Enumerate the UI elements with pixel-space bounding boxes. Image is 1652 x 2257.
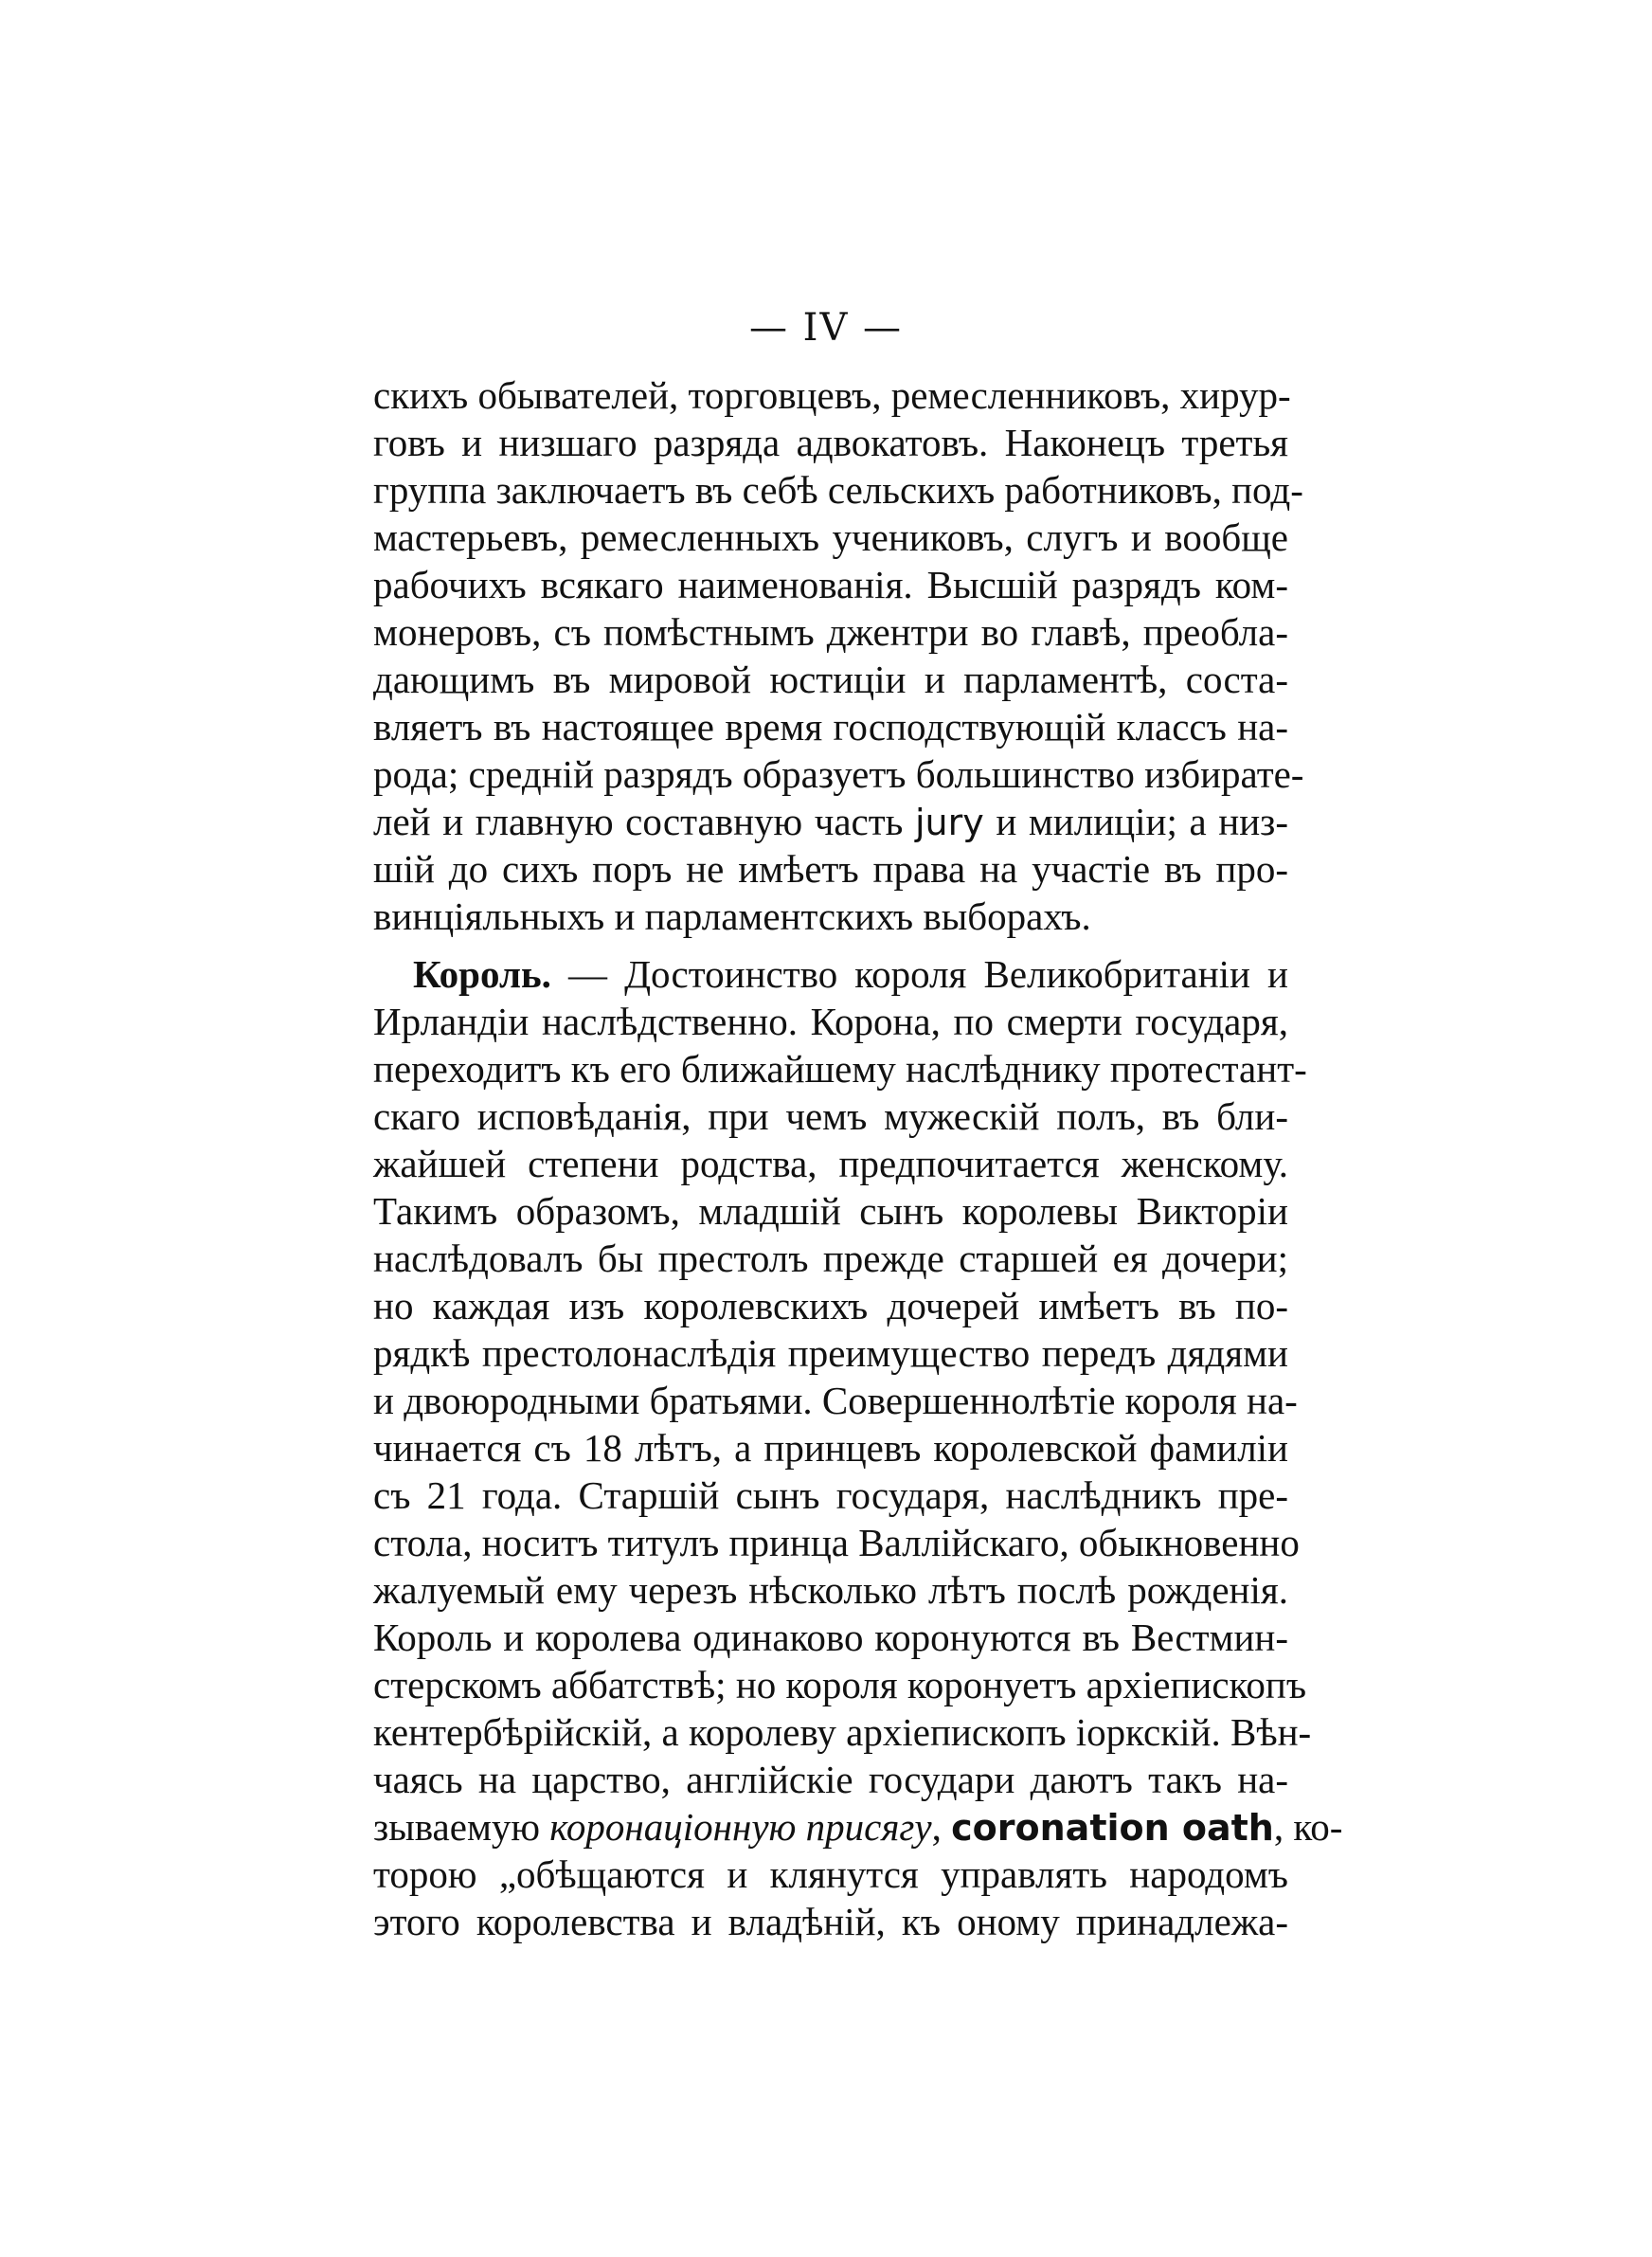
- text-line: Король и королева одинаково коронуются въ Вестмин-: [373, 1616, 1288, 1659]
- text-line: монеровъ, съ помѣстнымъ джентри во главѣ, преобла-: [373, 610, 1288, 654]
- text-line: рода; средній разрядъ образуетъ большинство избирате-: [373, 752, 1304, 796]
- text-line: шій до сихъ поръ не имѣетъ права на участіе въ про-: [373, 847, 1288, 891]
- text-line: чаясь на царство, англійскіе государи даютъ такъ на-: [373, 1758, 1288, 1801]
- text-line: скихъ обывателей, торговцевъ, ремесленниковъ, хирур-: [373, 373, 1291, 417]
- text-line: кентербѣрійскій, а королеву архіепископъ іоркскій. Вѣн-: [373, 1710, 1312, 1754]
- italic-term-coronation-oath: коронаціонную присягу: [549, 1805, 932, 1849]
- text-segment: и милиціи; а низ-: [983, 800, 1288, 843]
- text-line: жайшей степени родства, предпочитается женскому.: [373, 1142, 1288, 1185]
- section-heading-king: Король.: [413, 952, 551, 996]
- text-segment: , ко-: [1273, 1805, 1343, 1849]
- text-segment: зываемую: [373, 1805, 550, 1849]
- text-segment: ,: [931, 1805, 952, 1849]
- text-line: дающимъ въ мировой юстиціи и парламентѣ, соста-: [373, 658, 1288, 701]
- text-line: вляетъ въ настоящее время господствующій классъ на-: [373, 705, 1288, 749]
- text-line-jury: [373, 798, 1288, 845]
- latin-term-coronation-oath: coronation oath: [951, 1807, 1274, 1849]
- text-line: рабочихъ всякаго наименованія. Высшій разрядъ ком-: [373, 563, 1288, 606]
- text-line: рядкѣ престолонаслѣдія преимущество передъ дядями: [373, 1331, 1288, 1375]
- paragraph-gap: [373, 940, 1288, 950]
- text-line: съ 21 года. Старшій сынъ государя, наслѣдникъ пре-: [373, 1473, 1288, 1517]
- text-line: жалуемый ему черезъ нѣсколько лѣтъ послѣ рожденія.: [373, 1568, 1288, 1612]
- text-line: и двоюродными братьями. Совершеннолѣтіе короля на-: [373, 1379, 1298, 1422]
- text-line: стола, носитъ титулъ принца Валлійскаго, обыкновенно: [373, 1521, 1300, 1564]
- text-line: мастерьевъ, ремесленныхъ учениковъ, слугъ и вообще: [373, 515, 1288, 559]
- text-segment: — Достоинство короля Великобританіи и: [550, 952, 1288, 996]
- text-line: стерскомъ аббатствѣ; но короля коронуетъ архіепископъ: [373, 1663, 1307, 1706]
- text-line: торою „обѣщаются и клянутся управлять народомъ: [373, 1852, 1288, 1896]
- text-line: переходитъ къ его ближайшему наслѣднику протестант-: [373, 1047, 1307, 1091]
- text-line: винціяльныхъ и парламентскихъ выборахъ.: [373, 894, 1091, 938]
- text-line: но каждая изъ королевскихъ дочерей имѣетъ въ по-: [373, 1284, 1288, 1327]
- text-line: Ирландіи наслѣдственно. Корона, по смерти государя,: [373, 1000, 1288, 1043]
- text-line: этого королевства и владѣній, къ оному принадлежа-: [373, 1900, 1288, 1943]
- text-line: Такимъ образомъ, младшій сынъ королевы Викторіи: [373, 1189, 1288, 1233]
- section-heading-line: [373, 950, 1288, 998]
- text-line: группа заключаетъ въ себѣ сельскихъ работниковъ, под-: [373, 468, 1303, 512]
- text-line: говъ и низшаго разряда адвокатовъ. Наконецъ третья: [373, 421, 1288, 464]
- text-segment: лей и главную составную часть: [373, 800, 915, 843]
- text-line: наслѣдовалъ бы престолъ прежде старшей ея дочери;: [373, 1237, 1288, 1280]
- text-line-oath: [373, 1803, 1343, 1851]
- latin-term-jury: jury: [914, 802, 984, 843]
- text-line: чинается съ 18 лѣтъ, а принцевъ королевской фамиліи: [373, 1426, 1288, 1470]
- text-line: скаго исповѣданія, при чемъ мужескій полъ, въ бли-: [373, 1094, 1288, 1138]
- page-number: — IV —: [748, 306, 904, 350]
- body-text: [373, 371, 1343, 1945]
